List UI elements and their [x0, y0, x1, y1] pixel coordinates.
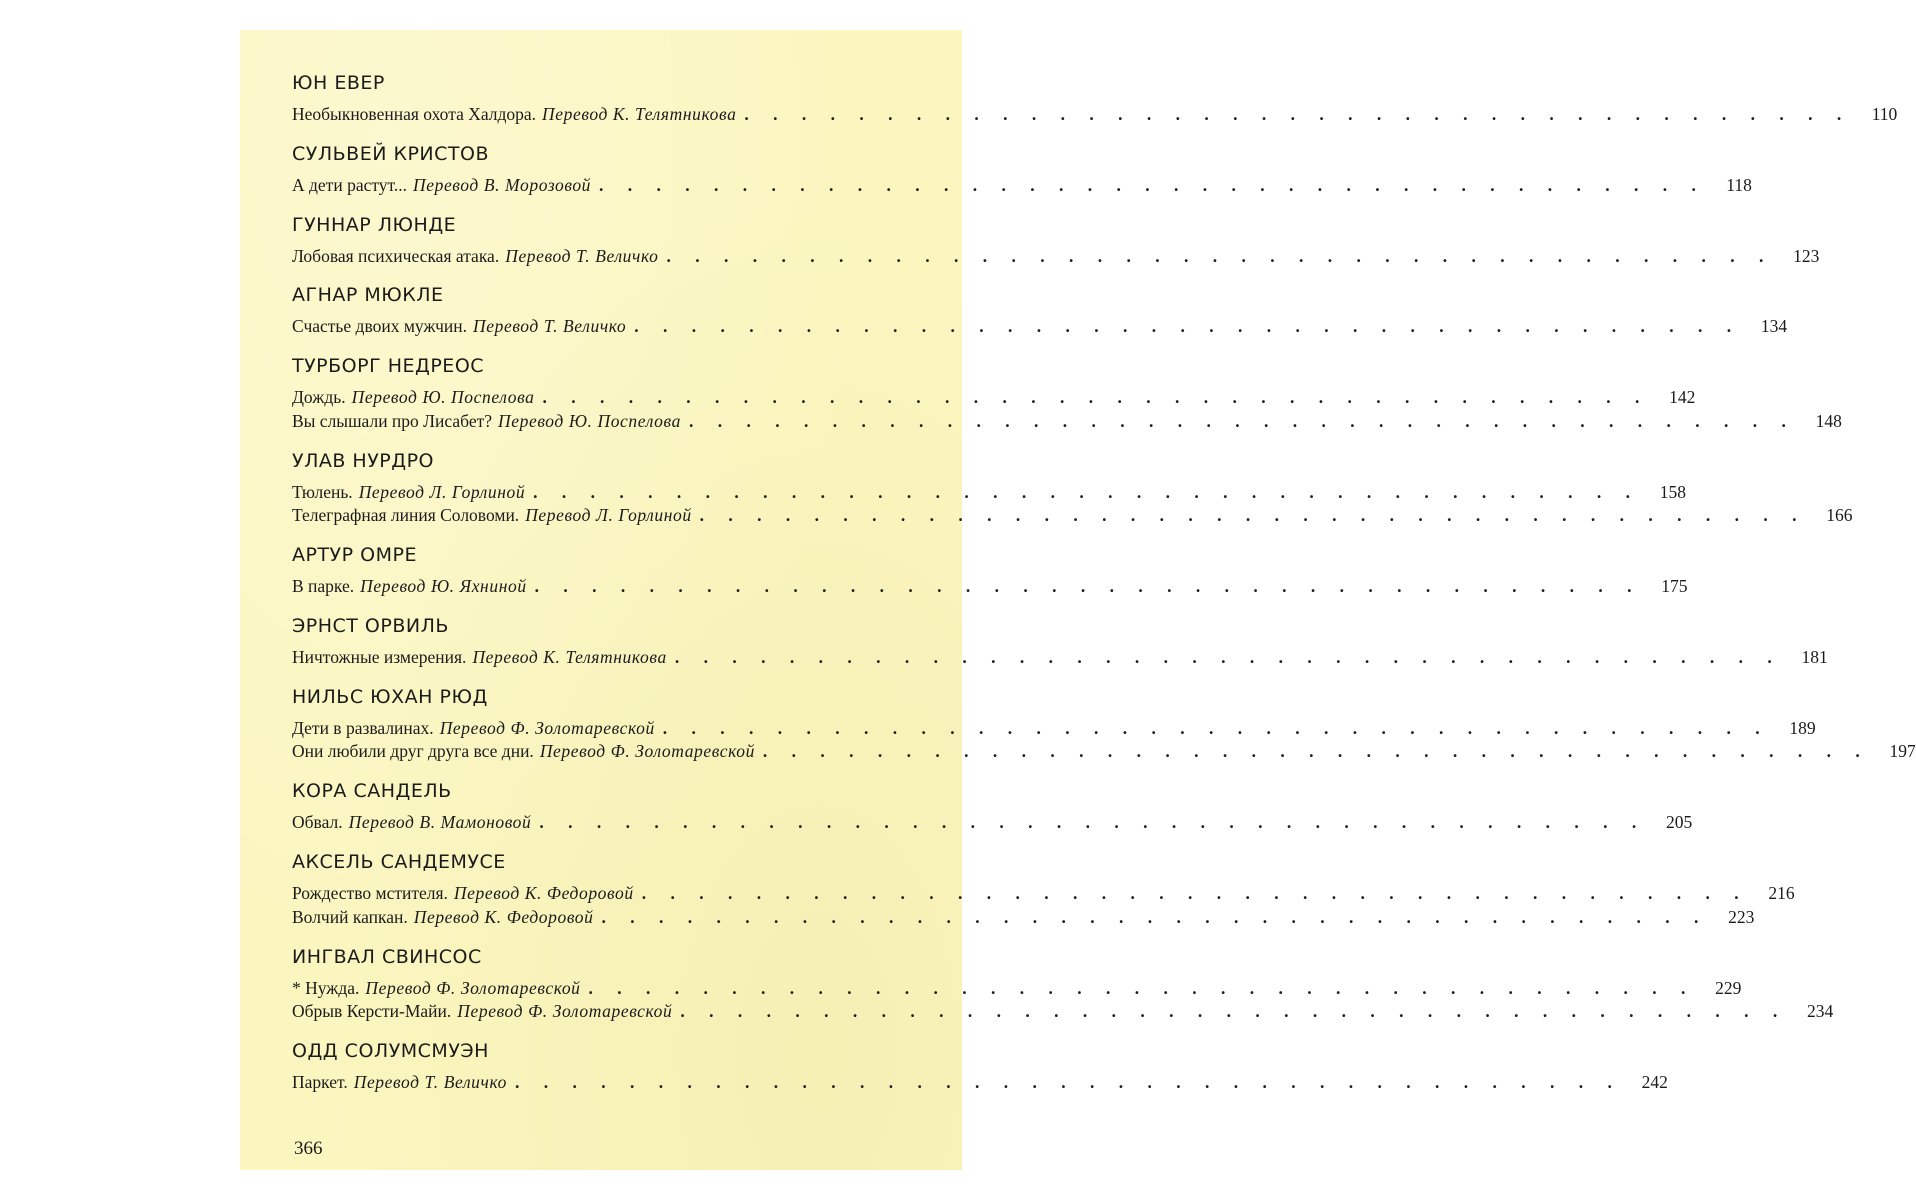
- author-heading: ИНГВАЛ СВИНСОС: [292, 945, 482, 968]
- translator-credit: Перевод К. Телятникова: [542, 104, 737, 124]
- translator-credit: Перевод К. Телятникова: [472, 646, 667, 667]
- entry-list: [292, 646, 1828, 670]
- dot-leader: . . . . . . . . . . . . . . . . . . . . . . . . . . . . . . . . . . . . . . .: [688, 410, 1796, 431]
- toc-entry: [292, 481, 1687, 505]
- toc-section: [292, 141, 1752, 212]
- entry-list: [292, 977, 1834, 1024]
- story-title: Ничтожные измерения.: [292, 646, 467, 667]
- author-heading: КОРА САНДЕЛЬ: [292, 780, 452, 803]
- story-title: Дети в развалинах.: [292, 717, 434, 738]
- story-title: Вы слышали про Лисабет?: [292, 410, 493, 431]
- toc-entry: [292, 977, 1742, 1001]
- toc-entry: [292, 315, 1788, 339]
- author-heading: АРТУР ОМРЕ: [292, 544, 417, 567]
- story-title: Счастье двоих мужчин.: [292, 316, 467, 337]
- story-title: Обвал.: [292, 812, 343, 833]
- entry-page-number: 110: [1871, 104, 1898, 124]
- translator-credit: Перевод В. Морозовой: [412, 174, 592, 195]
- toc-section: [292, 353, 1842, 448]
- toc-entry: [292, 386, 1696, 410]
- author-heading: ГУННАР ЛЮНДЕ: [292, 213, 457, 236]
- table-of-contents: [292, 70, 1916, 1109]
- toc-section: [292, 613, 1828, 684]
- translator-credit: Перевод Ю. Яхниной: [360, 576, 527, 597]
- author-heading: ЮН ЕВЕР: [292, 72, 385, 94]
- story-title: Паркет.: [292, 1072, 348, 1093]
- toc-section: [292, 944, 1834, 1039]
- translator-credit: Перевод В. Мамоновой: [348, 812, 532, 833]
- toc-entry: [292, 717, 1816, 741]
- toc-entry: [292, 103, 1898, 127]
- toc-entry: [292, 504, 1853, 528]
- entry-list: [292, 481, 1853, 528]
- author-heading: ЭРНСТ ОРВИЛЬ: [292, 614, 449, 637]
- entry-page-number: 223: [1728, 906, 1755, 927]
- entry-list: [292, 717, 1916, 764]
- dot-leader: . . . . . . . . . . . . . . . . . . . . . . . . . . . . . . . . . . . . . . .: [601, 906, 1709, 927]
- entry-list: [292, 103, 1898, 127]
- entry-page-number: 197: [1889, 741, 1916, 762]
- translator-credit: Перевод К. Федоровой: [453, 883, 634, 904]
- toc-entry: [292, 740, 1916, 764]
- toc-section: [292, 684, 1916, 779]
- author-heading: НИЛЬС ЮХАН РЮД: [292, 685, 488, 708]
- story-title: Дождь.: [292, 387, 346, 408]
- entry-list: [292, 315, 1788, 339]
- toc-section: [292, 282, 1788, 353]
- dot-leader: . . . . . . . . . . . . . . . . . . . . . . . . . . . . . . . . . . . . . . .: [641, 883, 1749, 904]
- translator-credit: Перевод Ю. Поспелова: [498, 410, 681, 431]
- toc-section: [292, 212, 1820, 283]
- translator-credit: Перевод Л. Горлиной: [525, 505, 692, 526]
- dot-leader: . . . . . . . . . . . . . . . . . . . . . . . . . . . . . . . . . . . . . . .: [674, 646, 1782, 667]
- entry-page-number: 189: [1789, 717, 1816, 738]
- toc-entry: [292, 882, 1795, 906]
- translator-credit: Перевод Ф. Золотаревской: [457, 1001, 673, 1022]
- story-title: Тюлень.: [292, 481, 353, 502]
- author-heading: ТУРБОРГ НЕДРЕОС: [292, 355, 485, 378]
- entry-page-number: 166: [1826, 505, 1853, 526]
- entry-list: [292, 1071, 1668, 1095]
- entry-page-number: 229: [1715, 977, 1742, 998]
- toc-entry: [292, 1000, 1834, 1024]
- translator-credit: Перевод Ф. Золотаревской: [539, 741, 755, 762]
- translator-credit: Перевод К. Федоровой: [413, 906, 594, 927]
- translator-credit: Перевод Т. Величко: [353, 1072, 507, 1093]
- dot-leader: . . . . . . . . . . . . . . . . . . . . . . . . . . . . . . . . . . . . . . .: [680, 1001, 1788, 1022]
- entry-page-number: 242: [1641, 1072, 1668, 1093]
- author-heading: СУЛЬВЕЙ КРИСТОВ: [292, 142, 489, 165]
- entry-page-number: 175: [1661, 576, 1688, 597]
- toc-section: [292, 70, 1898, 141]
- story-title: Телеграфная линия Соловоми.: [292, 505, 520, 526]
- entry-page-number: 142: [1669, 387, 1696, 408]
- toc-entry: [292, 575, 1688, 599]
- dot-leader: . . . . . . . . . . . . . . . . . . . . . . . . . . . . . . . . . . . . . . .: [699, 505, 1807, 526]
- author-heading: АКСЕЛЬ САНДЕМУСЕ: [292, 851, 506, 874]
- entry-page-number: 123: [1793, 245, 1820, 266]
- dot-leader: . . . . . . . . . . . . . . . . . . . . . . . . . . . . . . . . . . . . . . .: [762, 741, 1870, 762]
- dot-leader: . . . . . . . . . . . . . . . . . . . . . . . . . . . . . . . . . . . . . . .: [534, 576, 1642, 597]
- entry-page-number: 158: [1659, 481, 1687, 502]
- author-heading: АГНАР МЮКЛЕ: [292, 284, 444, 307]
- entry-list: [292, 882, 1795, 929]
- toc-section: [292, 849, 1795, 944]
- translator-credit: Перевод Ю. Поспелова: [351, 387, 535, 408]
- translator-credit: Перевод Ф. Золотаревской: [439, 717, 655, 738]
- toc-section: [292, 778, 1693, 849]
- dot-leader: . . . . . . . . . . . . . . . . . . . . . . . . . . . . . . . . . . . . . . .: [539, 812, 1647, 833]
- dot-leader: . . . . . . . . . . . . . . . . . . . . . . . . . . . . . . . . . . . . . . .: [588, 977, 1696, 998]
- entry-list: [292, 811, 1693, 835]
- entry-list: [292, 174, 1752, 198]
- author-heading: ОДД СОЛУМСМУЭН: [292, 1040, 489, 1063]
- translator-credit: Перевод Л. Горлиной: [358, 481, 526, 502]
- entry-page-number: 216: [1768, 883, 1795, 904]
- story-title: Необыкновенная охота Халдора.: [292, 104, 537, 124]
- story-title: Лобовая психическая атака.: [292, 245, 500, 266]
- dot-leader: . . . . . . . . . . . . . . . . . . . . . . . . . . . . . . . . . . . . . . .: [542, 387, 1650, 408]
- author-heading: УЛАВ НУРДРО: [292, 449, 435, 472]
- translator-credit: Перевод Т. Величко: [505, 245, 659, 266]
- story-title: * Нужда.: [292, 977, 360, 998]
- story-title: Рождество мстителя.: [292, 883, 448, 904]
- entry-list: [292, 386, 1842, 433]
- entry-list: [292, 245, 1820, 269]
- toc-entry: [292, 646, 1828, 670]
- page-number: 366: [294, 1138, 323, 1159]
- entry-page-number: 205: [1666, 812, 1693, 833]
- story-title: А дети растут...: [292, 174, 407, 195]
- dot-leader: . . . . . . . . . . . . . . . . . . . . . . . . . . . . . . . . . . . . . . .: [533, 481, 1641, 502]
- entry-page-number: 181: [1801, 646, 1828, 667]
- entry-page-number: 148: [1815, 410, 1842, 431]
- dot-leader: . . . . . . . . . . . . . . . . . . . . . . . . . . . . . . . . . . . . . . .: [634, 316, 1742, 337]
- toc-entry: [292, 906, 1755, 930]
- dot-leader: . . . . . . . . . . . . . . . . . . . . . . . . . . . . . . . . . . . . . . .: [744, 104, 1852, 124]
- toc-entry: [292, 1071, 1668, 1095]
- entry-page-number: 118: [1726, 174, 1752, 195]
- story-title: Волчий капкан.: [292, 906, 408, 927]
- dot-leader: . . . . . . . . . . . . . . . . . . . . . . . . . . . . . . . . . . . . . . .: [662, 717, 1770, 738]
- entry-page-number: 234: [1807, 1001, 1834, 1022]
- book-page: [240, 30, 1916, 1170]
- story-title: Они любили друг друга все дни.: [292, 741, 534, 762]
- dot-leader: . . . . . . . . . . . . . . . . . . . . . . . . . . . . . . . . . . . . . . .: [514, 1072, 1622, 1093]
- dot-leader: . . . . . . . . . . . . . . . . . . . . . . . . . . . . . . . . . . . . . . .: [666, 245, 1774, 266]
- entry-page-number: 134: [1760, 316, 1788, 337]
- story-title: В парке.: [292, 576, 355, 597]
- toc-entry: [292, 811, 1693, 835]
- toc-entry: [292, 410, 1842, 434]
- toc-section: [292, 1038, 1668, 1109]
- story-title: Обрыв Керсти-Майи.: [292, 1001, 452, 1022]
- dot-leader: . . . . . . . . . . . . . . . . . . . . . . . . . . . . . . . . . . . . . . .: [599, 174, 1706, 195]
- toc-entry: [292, 245, 1820, 269]
- toc-section: [292, 448, 1853, 543]
- toc-entry: [292, 174, 1752, 198]
- entry-list: [292, 575, 1688, 599]
- toc-section: [292, 542, 1688, 613]
- translator-credit: Перевод Т. Величко: [473, 316, 627, 337]
- translator-credit: Перевод Ф. Золотаревской: [365, 977, 581, 998]
